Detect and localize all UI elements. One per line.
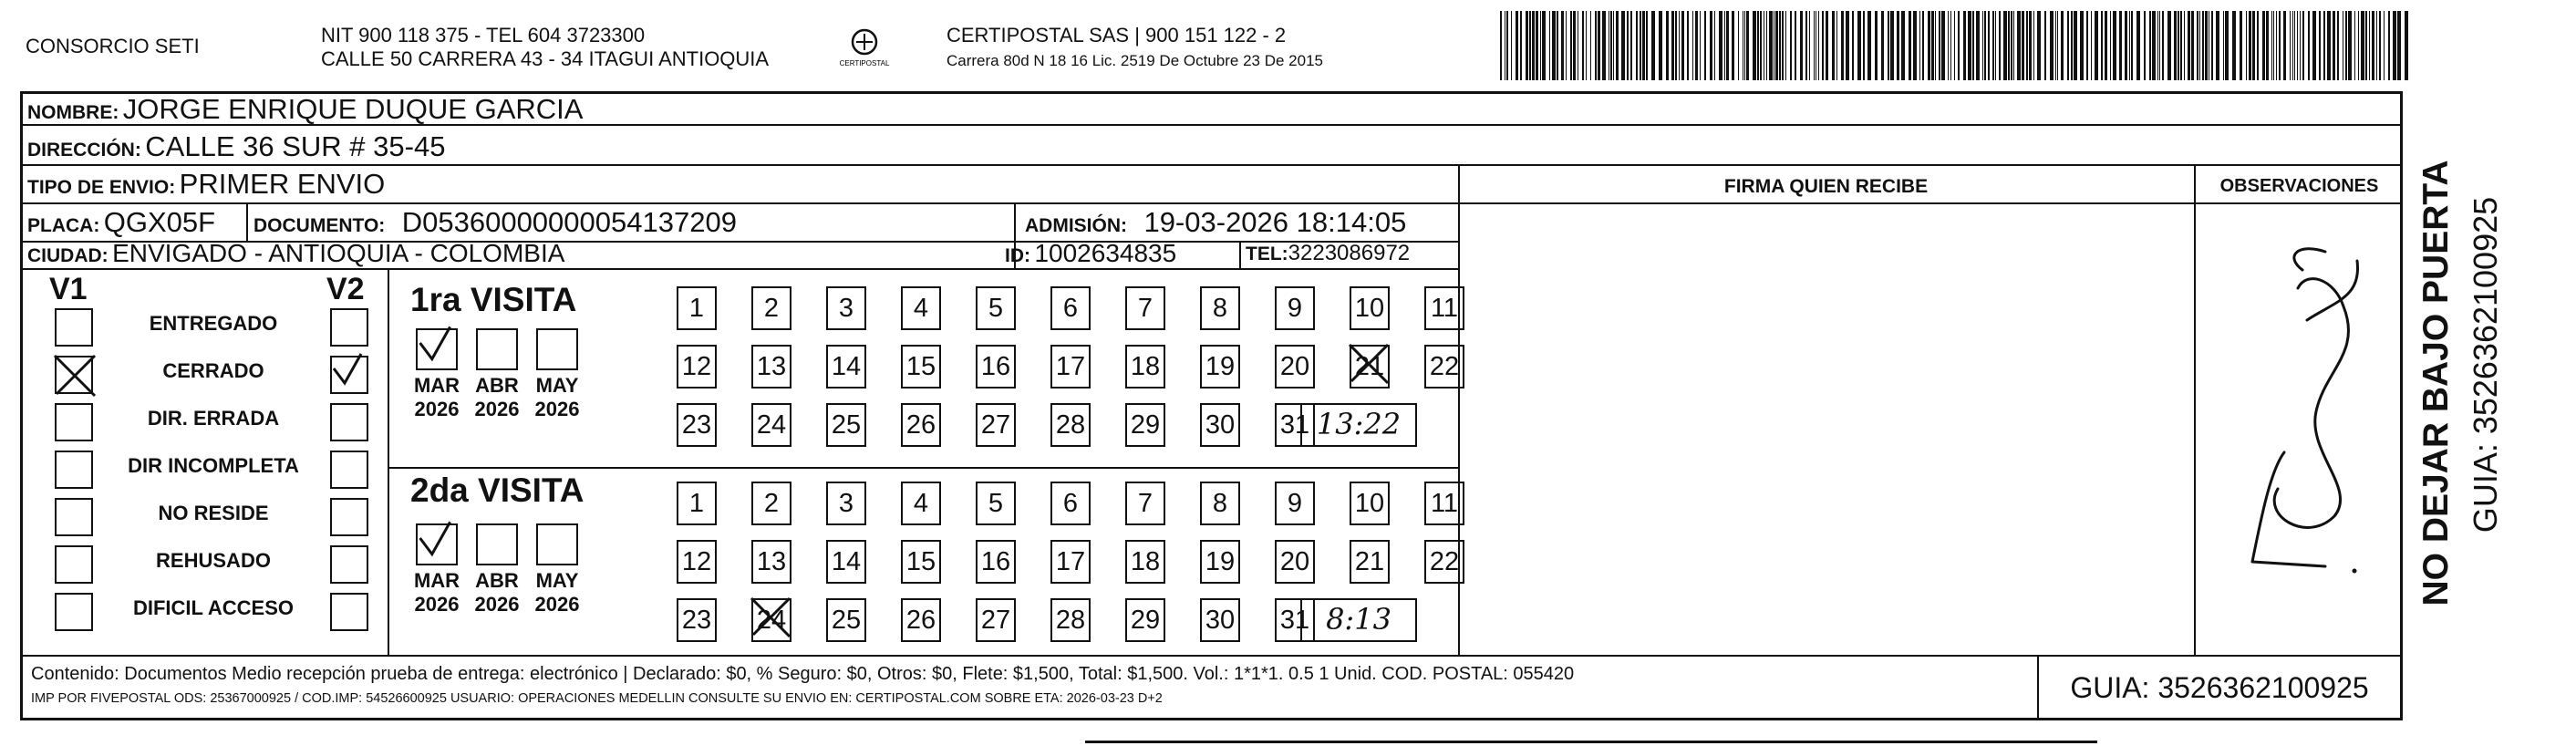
ciudad-label: CIUDAD: xyxy=(27,245,109,266)
year-label: 2026 xyxy=(474,398,520,420)
status-option-label: DIFICIL ACCESO xyxy=(132,596,294,619)
cross-mark xyxy=(51,352,95,396)
status-option-label: CERRADO xyxy=(162,359,264,382)
placa-value: QGX05F xyxy=(103,206,216,238)
day-box[interactable]: 23 xyxy=(677,403,717,447)
day-box[interactable]: 9 xyxy=(1275,286,1315,330)
time-box[interactable] xyxy=(1300,403,1417,447)
day-box[interactable]: 1 xyxy=(677,482,717,525)
day-box[interactable]: 4 xyxy=(901,482,941,525)
cross-mark xyxy=(1346,341,1388,383)
day-box[interactable]: 5 xyxy=(976,482,1016,525)
nombre-value: JORGE ENRIQUE DUQUE GARCIA xyxy=(122,93,584,125)
day-box[interactable]: 10 xyxy=(1350,482,1390,525)
admision-field xyxy=(1025,206,1406,239)
company-address: CALLE 50 CARRERA 43 - 34 ITAGUI ANTIOQUIA xyxy=(321,47,770,70)
tipo-envio-label: TIPO DE ENVIO: xyxy=(27,177,176,198)
license-line: Carrera 80d N 18 16 Lic. 2519 De Octubre 23 De 2015 xyxy=(947,52,1323,69)
imp-line: IMP POR FIVEPOSTAL ODS: 25367000925 / COD.IMP: 54526600925 USUARIO: OPERACIONES MEDELLIN CONSULTE SU ENVIO EN: CERTIPOSTAL.COM SOBRE ETA: 2026-03-23 D+2 xyxy=(31,691,1163,706)
day-box[interactable]: 29 xyxy=(1125,403,1165,447)
time-value: 8:13 xyxy=(1326,602,1391,637)
tel-value: 3223086972 xyxy=(1288,241,1411,265)
year-label: 2026 xyxy=(474,593,520,616)
month-label: ABR xyxy=(475,569,519,592)
day-box[interactable]: 6 xyxy=(1050,482,1091,525)
day-box[interactable]: 27 xyxy=(976,598,1016,642)
v2-checkbox[interactable] xyxy=(330,545,368,584)
day-box[interactable]: 3 xyxy=(826,482,866,525)
day-box[interactable]: 25 xyxy=(826,598,866,642)
day-box[interactable]: 13 xyxy=(751,345,791,389)
v2-checkbox[interactable] xyxy=(330,498,368,536)
status-option-label: ENTREGADO xyxy=(149,312,278,335)
check-mark xyxy=(328,350,365,387)
day-box[interactable]: 30 xyxy=(1200,403,1240,447)
tipo-envio-row xyxy=(27,168,385,201)
side-guia: GUIA: 3526362100925 xyxy=(2467,196,2504,534)
day-box[interactable]: 22 xyxy=(1424,345,1464,389)
direccion-label: DIRECCIÓN: xyxy=(27,140,141,161)
month-label: MAR xyxy=(413,374,460,397)
day-box[interactable]: 18 xyxy=(1125,540,1165,584)
day-box[interactable]: 14 xyxy=(826,540,866,584)
day-box[interactable]: 14 xyxy=(826,345,866,389)
company-name: CONSORCIO SETI xyxy=(26,35,200,57)
status-option-label: REHUSADO xyxy=(156,549,271,572)
day-box[interactable]: 29 xyxy=(1125,598,1165,642)
day-box[interactable]: 31 xyxy=(1275,598,1315,642)
v2-checkbox[interactable] xyxy=(330,356,368,394)
year-label: 2026 xyxy=(414,398,460,420)
admision-value: 19-03-2026 18:14:05 xyxy=(1143,206,1407,238)
day-box[interactable]: 2 xyxy=(751,286,791,330)
id-label: ID: xyxy=(1005,245,1030,266)
day-box[interactable]: 11 xyxy=(1424,286,1464,330)
ciudad-value: ENVIGADO - ANTIOQUIA - COLOMBIA xyxy=(112,239,565,267)
day-box[interactable]: 30 xyxy=(1200,598,1240,642)
day-box[interactable]: 2 xyxy=(751,482,791,525)
day-box[interactable]: 31 xyxy=(1275,403,1315,447)
v2-label: V2 xyxy=(326,272,365,306)
day-box[interactable]: 8 xyxy=(1200,482,1240,525)
day-box[interactable]: 27 xyxy=(976,403,1016,447)
day-box[interactable]: 24 xyxy=(751,598,791,642)
tel-field xyxy=(1246,241,1410,266)
id-value: 1002634835 xyxy=(1034,239,1177,267)
day-box[interactable]: 8 xyxy=(1200,286,1240,330)
time-value: 13:22 xyxy=(1316,407,1402,441)
certipostal-logo xyxy=(839,26,890,77)
day-box[interactable]: 28 xyxy=(1050,598,1091,642)
v1-checkbox[interactable] xyxy=(55,451,93,489)
day-box[interactable]: 7 xyxy=(1125,482,1165,525)
month-checkbox[interactable] xyxy=(476,328,518,370)
day-box[interactable]: 23 xyxy=(677,598,717,642)
check-mark xyxy=(414,518,454,558)
day-box[interactable]: 6 xyxy=(1050,286,1091,330)
day-box[interactable]: 7 xyxy=(1125,286,1165,330)
day-box[interactable]: 3 xyxy=(826,286,866,330)
day-box[interactable]: 19 xyxy=(1200,540,1240,584)
day-box[interactable]: 19 xyxy=(1200,345,1240,389)
month-label: MAY xyxy=(535,374,579,397)
day-box[interactable]: 15 xyxy=(901,540,941,584)
carrier-line: CERTIPOSTAL SAS | 900 151 122 - 2 xyxy=(947,24,1287,47)
footer-guia: GUIA: 3526362100925 xyxy=(2070,671,2369,704)
check-mark xyxy=(414,323,454,363)
documento-value: D05360000000054137209 xyxy=(401,206,737,238)
v1-checkbox[interactable] xyxy=(55,593,93,631)
v2-checkbox[interactable] xyxy=(330,451,368,489)
svg-text:CERTIPOSTAL: CERTIPOSTAL xyxy=(839,59,890,67)
month-label: MAY xyxy=(535,569,579,592)
contenido-line: Contenido: Documentos Medio recepción prueba de entrega: electrónico | Declarado: $0, % Seguro: $0, Otros: $0, Flete: $1,500, Total: $1,500. Vol.: 1*1*1. 0.5 1 Unid. COD. POSTAL: 055420 xyxy=(31,664,1575,684)
status-option-label: DIR. ERRADA xyxy=(147,407,280,430)
year-label: 2026 xyxy=(414,593,460,616)
v1-checkbox[interactable] xyxy=(55,308,93,347)
observaciones-signature xyxy=(2198,215,2398,644)
day-box[interactable]: 4 xyxy=(901,286,941,330)
day-box[interactable]: 1 xyxy=(677,286,717,330)
admision-label: ADMISIÓN: xyxy=(1025,215,1127,236)
v1-label: V1 xyxy=(49,272,88,306)
nit-line: NIT 900 118 375 - TEL 604 3723300 xyxy=(321,24,646,47)
day-box[interactable]: 16 xyxy=(976,540,1016,584)
placa-label: PLACA: xyxy=(27,215,100,236)
day-box[interactable]: 20 xyxy=(1275,540,1315,584)
v1-checkbox[interactable] xyxy=(55,545,93,584)
firma-header: FIRMA QUIEN RECIBE xyxy=(1723,176,1929,197)
day-box[interactable]: 20 xyxy=(1275,345,1315,389)
barcode xyxy=(1500,11,2412,80)
documento-field xyxy=(253,206,737,239)
v2-checkbox[interactable] xyxy=(330,593,368,631)
day-box[interactable]: 26 xyxy=(901,598,941,642)
nombre-label: NOMBRE: xyxy=(27,102,119,123)
cross-mark xyxy=(748,595,790,637)
v2-checkbox[interactable] xyxy=(330,403,368,441)
v1-checkbox[interactable] xyxy=(55,403,93,441)
time-box[interactable] xyxy=(1300,598,1417,642)
day-box[interactable]: 18 xyxy=(1125,345,1165,389)
second-visit-title: 2da VISITA xyxy=(410,471,585,509)
day-box[interactable]: 21 xyxy=(1350,345,1390,389)
day-box[interactable]: 24 xyxy=(751,403,791,447)
year-label: 2026 xyxy=(534,398,580,420)
day-box[interactable]: 16 xyxy=(976,345,1016,389)
observaciones-header: OBSERVACIONES xyxy=(2219,176,2379,196)
ciudad-row xyxy=(27,239,564,268)
day-box[interactable]: 10 xyxy=(1350,286,1390,330)
day-box[interactable]: 12 xyxy=(677,345,717,389)
day-box[interactable]: 13 xyxy=(751,540,791,584)
month-checkbox[interactable] xyxy=(416,328,458,370)
month-label: MAR xyxy=(413,569,460,592)
v2-checkbox[interactable] xyxy=(330,308,368,347)
day-box[interactable]: 15 xyxy=(901,345,941,389)
direccion-value: CALLE 36 SUR # 35-45 xyxy=(145,130,446,162)
day-box[interactable]: 12 xyxy=(677,540,717,584)
month-checkbox[interactable] xyxy=(536,523,578,565)
id-field xyxy=(1005,239,1176,268)
day-box[interactable]: 21 xyxy=(1350,540,1390,584)
day-box[interactable]: 5 xyxy=(976,286,1016,330)
month-checkbox[interactable] xyxy=(416,523,458,565)
month-checkbox[interactable] xyxy=(536,328,578,370)
day-box[interactable]: 28 xyxy=(1050,403,1091,447)
first-visit-title: 1ra VISITA xyxy=(410,281,577,318)
status-option-label: DIR INCOMPLETA xyxy=(128,454,299,477)
documento-label: DOCUMENTO: xyxy=(253,215,386,236)
day-box[interactable]: 17 xyxy=(1050,345,1091,389)
placa-field xyxy=(27,206,215,239)
direccion-row xyxy=(27,130,445,163)
no-dejar-bajo-puerta-notice: NO DEJAR BAJO PUERTA xyxy=(2416,160,2456,606)
status-option-label: NO RESIDE xyxy=(158,502,269,524)
day-box[interactable]: 25 xyxy=(826,403,866,447)
tel-label: TEL: xyxy=(1246,243,1288,264)
v1-checkbox[interactable] xyxy=(55,356,93,394)
month-checkbox[interactable] xyxy=(476,523,518,565)
day-box[interactable]: 9 xyxy=(1275,482,1315,525)
nombre-row xyxy=(27,93,583,126)
day-box[interactable]: 11 xyxy=(1424,482,1464,525)
day-box[interactable]: 17 xyxy=(1050,540,1091,584)
tipo-envio-value: PRIMER ENVIO xyxy=(179,168,386,200)
v1-checkbox[interactable] xyxy=(55,498,93,536)
day-box[interactable]: 26 xyxy=(901,403,941,447)
year-label: 2026 xyxy=(534,593,580,616)
day-box[interactable]: 22 xyxy=(1424,540,1464,584)
month-label: ABR xyxy=(475,374,519,397)
